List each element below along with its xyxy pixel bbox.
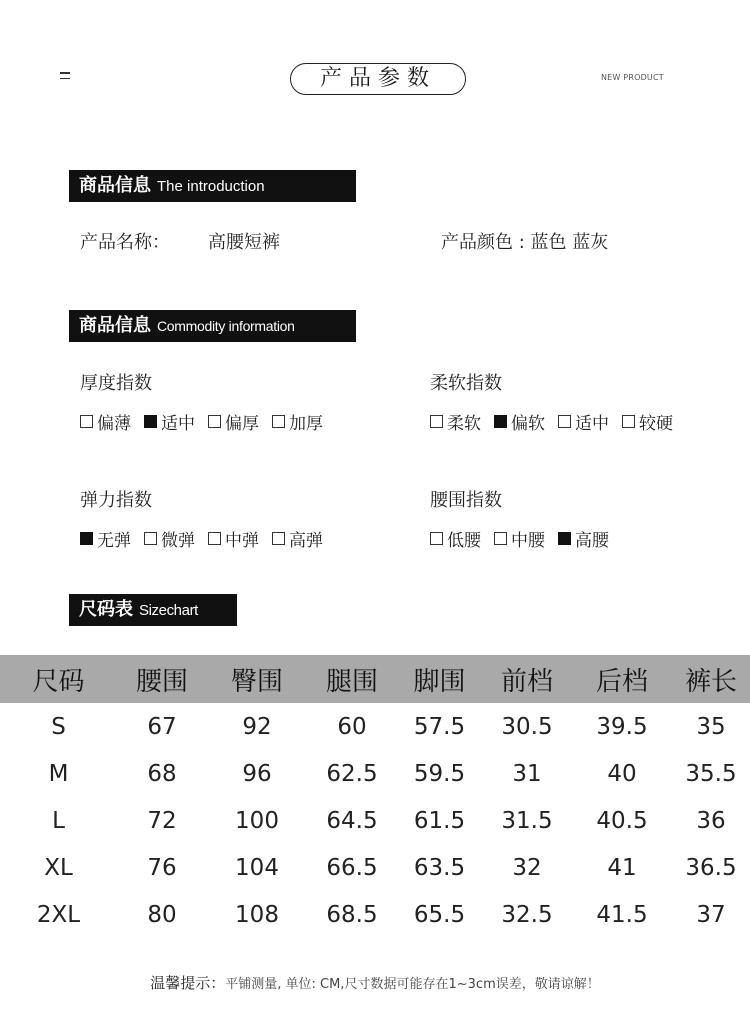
intro-title-cn: 商品信息: [79, 175, 151, 196]
empty-box-icon: [144, 532, 157, 545]
option-label: 较硬: [639, 414, 673, 434]
table-cell: 72: [147, 807, 177, 834]
option-label: 柔软: [447, 414, 481, 434]
size-chart-title-en: Sizechart: [139, 602, 198, 619]
thickness-index-title: 厚度指数: [80, 373, 152, 394]
table-header-cell: 前档: [482, 655, 572, 703]
table-cell: 67: [147, 713, 177, 740]
option-label: 适中: [161, 414, 195, 434]
commodity-title-cn: 商品信息: [79, 315, 151, 336]
table-cell: 63.5: [413, 854, 466, 881]
empty-box-icon: [558, 415, 571, 428]
table-cell: 65.5: [413, 901, 466, 928]
table-cell: 80: [147, 901, 177, 928]
option-label: 高弹: [289, 531, 323, 551]
table-header-cell: 后档: [572, 655, 672, 703]
table-cell: 37: [696, 901, 726, 928]
checked-box-icon: [558, 532, 571, 545]
table-header-cell: 尺码: [0, 655, 117, 703]
table-cell: 62.5: [326, 760, 378, 787]
empty-box-icon: [208, 532, 221, 545]
checked-box-icon: [144, 415, 157, 428]
size-chart-title-cn: 尺码表: [79, 599, 133, 620]
table-cell: 30.5: [501, 713, 553, 740]
table-cell: XL: [44, 854, 73, 881]
table-cell: 40: [607, 760, 637, 787]
table-header-cell: 腰围: [117, 655, 207, 703]
option-label: 低腰: [447, 531, 481, 551]
size-table-header: [0, 655, 750, 703]
table-cell: S: [51, 713, 66, 740]
table-cell: 92: [242, 713, 272, 740]
option-item: [272, 409, 323, 434]
option-item: [208, 409, 259, 434]
product-name-label: 产品名称：: [80, 232, 170, 253]
option-item: [622, 409, 673, 434]
table-header-cell: 脚围: [397, 655, 482, 703]
option-label: 加厚: [289, 414, 323, 434]
option-label: 偏厚: [225, 414, 259, 434]
option-item: [494, 409, 545, 434]
table-cell: 31: [512, 760, 542, 787]
softness-index-title: 柔软指数: [430, 373, 502, 394]
table-row: [0, 797, 750, 844]
empty-box-icon: [80, 415, 93, 428]
option-item: [144, 526, 195, 551]
elasticity-index-title: 弹力指数: [80, 490, 152, 511]
thickness-options: [80, 409, 323, 434]
table-cell: 35.5: [685, 760, 737, 787]
table-cell: L: [52, 807, 65, 834]
option-item: [430, 526, 481, 551]
table-cell: 35: [696, 713, 726, 740]
waist-options: [430, 526, 609, 551]
table-cell: 66.5: [326, 854, 378, 881]
table-row: [0, 703, 750, 750]
tip-text: 平铺测量, 单位: CM,尺寸数据可能存在1~3cm误差，敬请谅解！: [225, 977, 600, 992]
size-table-body: [0, 703, 750, 938]
checked-box-icon: [80, 532, 93, 545]
product-color: 产品颜色 : 蓝色 蓝灰: [441, 232, 609, 253]
option-item: [80, 409, 131, 434]
table-cell: 108: [235, 901, 279, 928]
option-label: 偏薄: [97, 414, 131, 434]
elasticity-options: [80, 526, 323, 551]
table-cell: 61.5: [413, 807, 466, 834]
option-label: 高腰: [575, 531, 609, 551]
table-row: [0, 844, 750, 891]
table-cell: 57.5: [413, 713, 466, 740]
new-product-tag: NEW PRODUCT: [601, 73, 664, 82]
option-item: [558, 526, 609, 551]
table-cell: 64.5: [326, 807, 378, 834]
table-cell: 2XL: [36, 901, 81, 928]
table-cell: 68.5: [326, 901, 378, 928]
table-cell: 104: [235, 854, 279, 881]
table-cell: 32: [512, 854, 542, 881]
menu-icon[interactable]: [60, 72, 70, 80]
table-cell: 59.5: [413, 760, 466, 787]
table-cell: 41: [607, 854, 637, 881]
product-name-value: 高腰短裤: [208, 232, 280, 253]
table-row: [0, 891, 750, 938]
empty-box-icon: [494, 532, 507, 545]
option-item: [494, 526, 545, 551]
option-label: 无弹: [97, 531, 131, 551]
table-header-cell: 裤长: [672, 655, 750, 703]
waist-index-title: 腰围指数: [430, 490, 502, 511]
table-cell: 31.5: [501, 807, 553, 834]
option-label: 适中: [575, 414, 609, 434]
page-title: 产品参数: [290, 63, 466, 95]
table-cell: 36: [696, 807, 726, 834]
table-cell: 68: [147, 760, 177, 787]
empty-box-icon: [272, 532, 285, 545]
table-header-cell: 臀围: [207, 655, 307, 703]
intro-section-label: [69, 170, 356, 202]
table-cell: 100: [235, 807, 279, 834]
table-cell: 32.5: [501, 901, 553, 928]
option-item: [208, 526, 259, 551]
table-row: [0, 750, 750, 797]
commodity-title-en: Commodity information: [157, 318, 295, 334]
table-cell: 39.5: [596, 713, 648, 740]
option-item: [144, 409, 195, 434]
table-cell: 76: [147, 854, 177, 881]
option-item: [272, 526, 323, 551]
commodity-section-label: [69, 310, 356, 342]
option-label: 偏软: [511, 414, 545, 434]
table-cell: M: [48, 760, 69, 787]
option-item: [430, 409, 481, 434]
size-table: [0, 655, 750, 938]
table-cell: 36.5: [685, 854, 737, 881]
table-cell: 40.5: [596, 807, 648, 834]
size-chart-label: [69, 594, 237, 626]
option-item: [80, 526, 131, 551]
empty-box-icon: [272, 415, 285, 428]
table-cell: 60: [337, 713, 367, 740]
empty-box-icon: [208, 415, 221, 428]
checked-box-icon: [494, 415, 507, 428]
empty-box-icon: [430, 532, 443, 545]
option-label: 微弹: [161, 531, 195, 551]
table-cell: 41.5: [596, 901, 648, 928]
option-label: 中弹: [225, 531, 259, 551]
softness-options: [430, 409, 673, 434]
empty-box-icon: [430, 415, 443, 428]
option-item: [558, 409, 609, 434]
measurement-tip: [0, 972, 750, 993]
empty-box-icon: [622, 415, 635, 428]
option-label: 中腰: [511, 531, 545, 551]
table-header-cell: 腿围: [307, 655, 397, 703]
tip-lead: 温馨提示：: [150, 974, 226, 992]
table-cell: 96: [242, 760, 272, 787]
intro-title-en: The introduction: [157, 178, 265, 195]
